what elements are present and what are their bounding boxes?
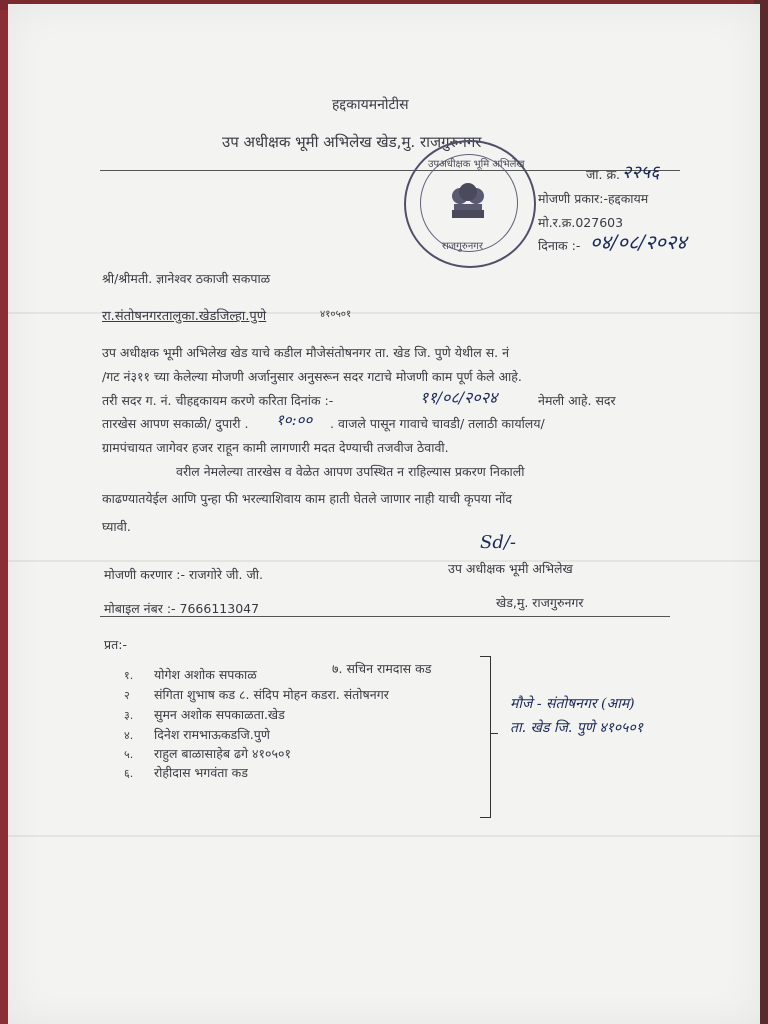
surveyor-name: मोजणी करणार :- राजगोरे जी. जी. — [104, 567, 263, 582]
list-item: ३. सुमन अशोक सपकाळता.खेड — [124, 707, 285, 722]
list-item: १. योगेश अशोक सपकाळ — [124, 667, 257, 682]
surveyor-rule — [100, 616, 670, 617]
handwritten-taluka: ता. खेड जि. पुणे ४१०५०१ — [510, 720, 644, 736]
list-item: ५. राहुल बाळासाहेब ढगे ४१०५०१ — [124, 746, 292, 761]
list-item-extra: ७. सचिन रामदास कड — [332, 661, 432, 676]
list-item: ४. दिनेश रामभाऊकडजि.पुणे — [124, 727, 270, 742]
recipient-address: रा.संतोषनगरतालुका.खेडजिल्हा.पुणे — [102, 309, 267, 324]
copies-label: प्रत:- — [104, 637, 127, 652]
body-line-6: वरील नेमलेल्या तारखेस व वेळेत आपण उपस्थित न राहिल्यास प्रकरण निकाली — [176, 464, 525, 479]
signature: Sd/- — [480, 532, 516, 553]
office-heading: उप अधीक्षक भूमी अभिलेख खेड,मु. राजगुरुनगर — [222, 133, 482, 151]
signatory-place: खेड,मु. राजगुरुनगर — [496, 595, 584, 610]
ja-kra-value: २२५६ — [622, 162, 660, 183]
date-label: दिनाक :- — [538, 238, 581, 253]
mo-r-kra: मो.र.क्र.027603 — [538, 215, 624, 230]
mojni-type: मोजणी प्रकार:-हद्दकायम — [538, 191, 649, 206]
body-line-4a: तारखेस आपण सकाळी/ दुपारी . — [102, 416, 249, 431]
hearing-date: ११/०८/२०२४ — [420, 388, 498, 407]
hearing-time: १०:०० — [276, 411, 313, 429]
paper-fold — [8, 835, 760, 837]
recipient-pincode: ४१०५०१ — [320, 309, 352, 320]
seal-top-text: उपअधीक्षक भूमि अभिलेख — [428, 159, 525, 170]
copies-bracket-tick — [490, 733, 498, 734]
signatory-designation: उप अधीक्षक भूमी अभिलेख — [448, 561, 573, 576]
notice-paper — [8, 4, 760, 1024]
body-line-3b: नेमली आहे. सदर — [538, 393, 616, 408]
handwritten-village: मौजे - संतोषनगर (आम) — [510, 696, 635, 712]
list-item: ६. रोहीदास भगवंता कड — [124, 765, 248, 780]
surveyor-mobile: मोबाइल नंबर :- 7666113047 — [104, 601, 260, 616]
list-item: २ संगिता शुभाष कड ८. संदिप मोहन कडरा. संतोषनगर — [124, 687, 389, 702]
body-line-3a: तरी सदर ग. नं. चीहद्दकायम करणे करिता दिनांक :- — [102, 393, 334, 408]
body-line-7: काढण्यातयेईल आणि पुन्हा फी भरल्याशिवाय काम हाती घेतले जाणार नाही याची कृपया नोंद — [102, 491, 513, 506]
body-line-8: घ्यावी. — [102, 519, 131, 534]
ja-kra-label: जा. क्र. — [586, 167, 621, 182]
office-seal — [404, 140, 536, 268]
copies-bracket — [480, 656, 491, 818]
paper-fold — [8, 560, 760, 562]
date-value: ०४/०८/२०२४ — [590, 230, 687, 254]
body-line-2: /गट नं३११ च्या केलेल्या मोजणी अर्जानुसार अनुसरून सदर गटाचे मोजणी काम पूर्ण केले आहे. — [102, 369, 522, 384]
body-line-1: उप अधीक्षक भूमी अभिलेख खेड याचे कडील मौजेसंतोषनगर ता. खेड जि. पुणे येथील स. नं — [102, 345, 510, 360]
ashoka-emblem-icon — [440, 172, 496, 228]
seal-bottom-text: राजगुरुनगर — [442, 241, 483, 252]
notice-title: हद्दकायमनोटीस — [332, 97, 409, 113]
body-line-4b: . वाजले पासून गावाचे चावडी/ तलाठी कार्यालय/ — [330, 416, 545, 431]
recipient-name: श्री/श्रीमती. ज्ञानेश्वर ठकाजी सकपाळ — [102, 271, 271, 286]
body-line-5: ग्रामपंचायत जागेवर हजर राहून कामी लागणारी मदत देण्याची तजवीज ठेवावी. — [102, 440, 449, 455]
